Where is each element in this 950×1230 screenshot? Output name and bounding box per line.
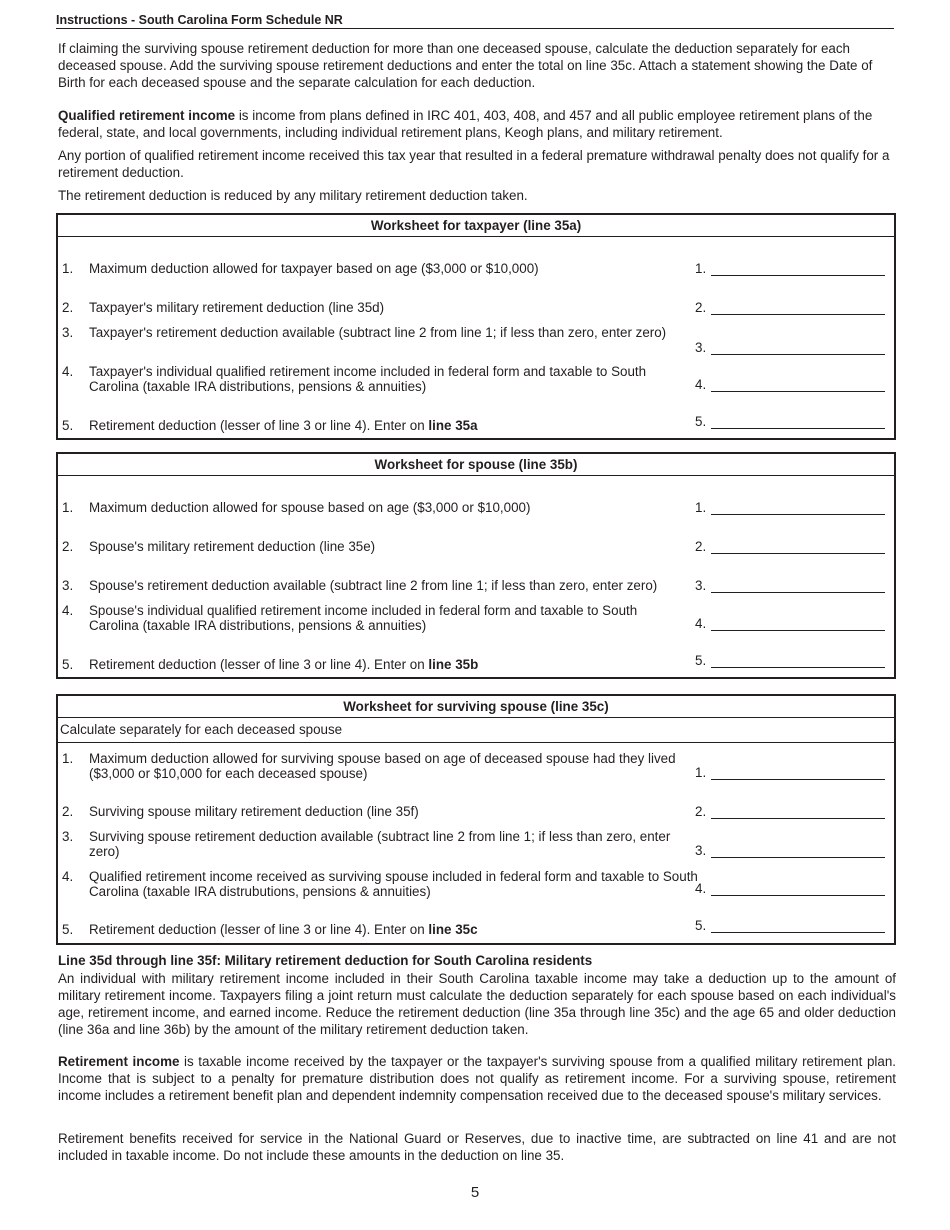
worksheet-surviving-spouse-title: Worksheet for surviving spouse (line 35c)	[58, 696, 894, 718]
qualified-retirement-income-term: Qualified retirement income	[58, 108, 236, 123]
retirement-income-definition: is taxable income received by the taxpayer or the taxpayer's surviving spouse from a qualified military retirement plan. Income that is subject to a penalty for premature distribution does not qualify as retirement income. For a surviving spouse, retirement income includes a retirement benefit plan and dependent indemnity compensation received due to the deceased spouse's military services.	[58, 1054, 896, 1103]
row-number: 5.	[62, 418, 74, 433]
page-header: Instructions - South Carolina Form Schedule NR	[56, 13, 894, 29]
row-number: 5.	[62, 657, 74, 672]
worksheet-taxpayer: Worksheet for taxpayer (line 35a) 1. Maximum deduction allowed for taxpayer based on age ($3,000 or $10,000) 1. 2. Taxpayer's military retirement deduction (line 35d) 2. 3. Taxpayer's retirement deduction available (subtract line 2 from line 1; if less than zero, enter zero) 3. 4. Taxpayer's individual qualified retirement income included in federal form and taxable to South Carolina (taxable IRA distributions, pensions & annuities) 4. 5. Retirement deduction (lesser of line 3 or line 4). Enter on line 35a 5.	[56, 213, 896, 440]
worksheet-taxpayer-title: Worksheet for taxpayer (line 35a)	[58, 215, 894, 237]
row-number: 3.	[62, 325, 74, 340]
worksheet-surviving-spouse: Worksheet for surviving spouse (line 35c) Calculate separately for each deceased spouse 1. Maximum deduction allowed for surviving spouse based on age of deceased spouse had they lived ($3,000 or $10,000 for each deceased spouse) 1. 2. Surviving spouse military retirement deduction (line 35f) 2. 3. Surviving spouse retirement deduction available (subtract line 2 from line 1; if less than zero, enter zero) 3. 4. Qualified retirement income received as surviving spouse included in federal form and taxable to South Carolina (taxable IRA distrubutions, pensions & annuities) 4. 5. Retirement deduction (lesser of line 3 or line 4). Enter on line 35c 5.	[56, 694, 896, 945]
worksheet-spouse-title: Worksheet for spouse (line 35b)	[58, 454, 894, 476]
military-paragraph-1: An individual with military retirement income included in their South Carolina taxable income may take a deduction up to the amount of military retirement income. Taxpayers filing a joint return must calculate the deduction separately for each spouse based on each individual's age, retirement income, and earned income. Reduce the retirement deduction (line 35a through line 35c) and the age 65 and older deduction (line 36a and line 36b) by the amount of the military retirement deduction taken.	[58, 971, 896, 1037]
worksheet-spouse: Worksheet for spouse (line 35b) 1. Maximum deduction allowed for spouse based on age ($3,000 or $10,000) 1. 2. Spouse's military retirement deduction (line 35e) 2. 3. Spouse's retirement deduction available (subtract line 2 from line 1; if less than zero, enter zero) 3. 4. Spouse's individual qualified retirement income included in federal form and taxable to South Carolina (taxable IRA distributions, pensions & annuities) 4. 5. Retirement deduction (lesser of line 3 or line 4). Enter on line 35b 5.	[56, 452, 896, 679]
row-text: Spouse's individual qualified retirement income included in federal form and taxable to South Carolina (taxable IRA distributions, pensions & annuities)	[89, 603, 638, 633]
page-number: 5	[470, 1184, 480, 1201]
row-number: 5.	[62, 922, 74, 937]
intro-paragraph-4: The retirement deduction is reduced by any military retirement deduction taken.	[58, 188, 528, 203]
row-number: 3.	[62, 829, 74, 844]
row-text: Retirement deduction (lesser of line 3 or line 4). Enter on line 35a	[89, 418, 478, 433]
military-paragraph-2	[58, 1053, 896, 1104]
row-number: 4.	[62, 869, 74, 884]
row-number: 1.	[62, 261, 74, 276]
row-text: Maximum deduction allowed for spouse based on age ($3,000 or $10,000)	[89, 500, 531, 515]
row-number: 2.	[62, 804, 74, 819]
retirement-income-term: Retirement income	[58, 1054, 180, 1069]
row-text: Qualified retirement income received as surviving spouse included in federal form and taxable to South Carolina (taxable IRA distrubutions, pensions & annuities)	[89, 869, 698, 899]
row-number: 1.	[62, 751, 74, 766]
intro-paragraph-2	[58, 107, 898, 141]
row-number: 4.	[62, 603, 74, 618]
military-section-title: Line 35d through line 35f: Military retirement deduction for South Carolina residents	[58, 953, 593, 968]
row-text: Retirement deduction (lesser of line 3 or line 4). Enter on line 35c	[89, 922, 478, 937]
row-text: Taxpayer's individual qualified retirement income included in federal form and taxable to South Carolina (taxable IRA distributions, pensions & annuities)	[89, 364, 647, 394]
row-text: Maximum deduction allowed for taxpayer based on age ($3,000 or $10,000)	[89, 261, 539, 276]
row-number: 2.	[62, 300, 74, 315]
row-text: Maximum deduction allowed for surviving spouse based on age of deceased spouse had they lived ($3,000 or $10,000 for each deceased spouse)	[89, 751, 676, 781]
military-paragraph-3: Retirement benefits received for service in the National Guard or Reserves, due to inactive time, are subtracted on line 41 and are not included in taxable income. Do not include these amounts in the deduction on line 35.	[58, 1131, 896, 1163]
row-text: Taxpayer's retirement deduction available (subtract line 2 from line 1; if less than zero, enter zero)	[89, 325, 667, 340]
row-number: 3.	[62, 578, 74, 593]
row-number: 1.	[62, 500, 74, 515]
row-text: Retirement deduction (lesser of line 3 or line 4). Enter on line 35b	[89, 657, 479, 672]
row-text: Spouse's military retirement deduction (line 35e)	[89, 539, 376, 554]
intro-paragraph-3: Any portion of qualified retirement income received this tax year that resulted in a federal premature withdrawal penalty does not qualify for a retirement deduction.	[58, 148, 890, 180]
qualified-retirement-income-definition: is income from plans defined in IRC 401, 403, 408, and 457 and all public employee retirement plans of the federal, state, and local governments, including individual retirement plans, Keogh plans, and military retirement.	[58, 108, 873, 140]
row-text: Spouse's retirement deduction available (subtract line 2 from line 1; if less than zero, enter zero)	[89, 578, 658, 593]
row-text: Surviving spouse military retirement deduction (line 35f)	[89, 804, 419, 819]
row-number: 4.	[62, 364, 74, 379]
row-text: Taxpayer's military retirement deduction (line 35d)	[89, 300, 385, 315]
worksheet-surviving-spouse-subtitle: Calculate separately for each deceased spouse	[60, 722, 343, 737]
row-text: Surviving spouse retirement deduction available (subtract line 2 from line 1; if less than zero, enter zero)	[89, 829, 671, 859]
row-number: 2.	[62, 539, 74, 554]
intro-paragraph-1: If claiming the surviving spouse retirement deduction for more than one deceased spouse, calculate the deduction separately for each deceased spouse. Add the surviving spouse retirement deductions and enter the total on line 35c. Attach a statement showing the Date of Birth for each deceased spouse and the separate calculation for each deduction.	[58, 41, 873, 90]
divider	[58, 742, 894, 743]
